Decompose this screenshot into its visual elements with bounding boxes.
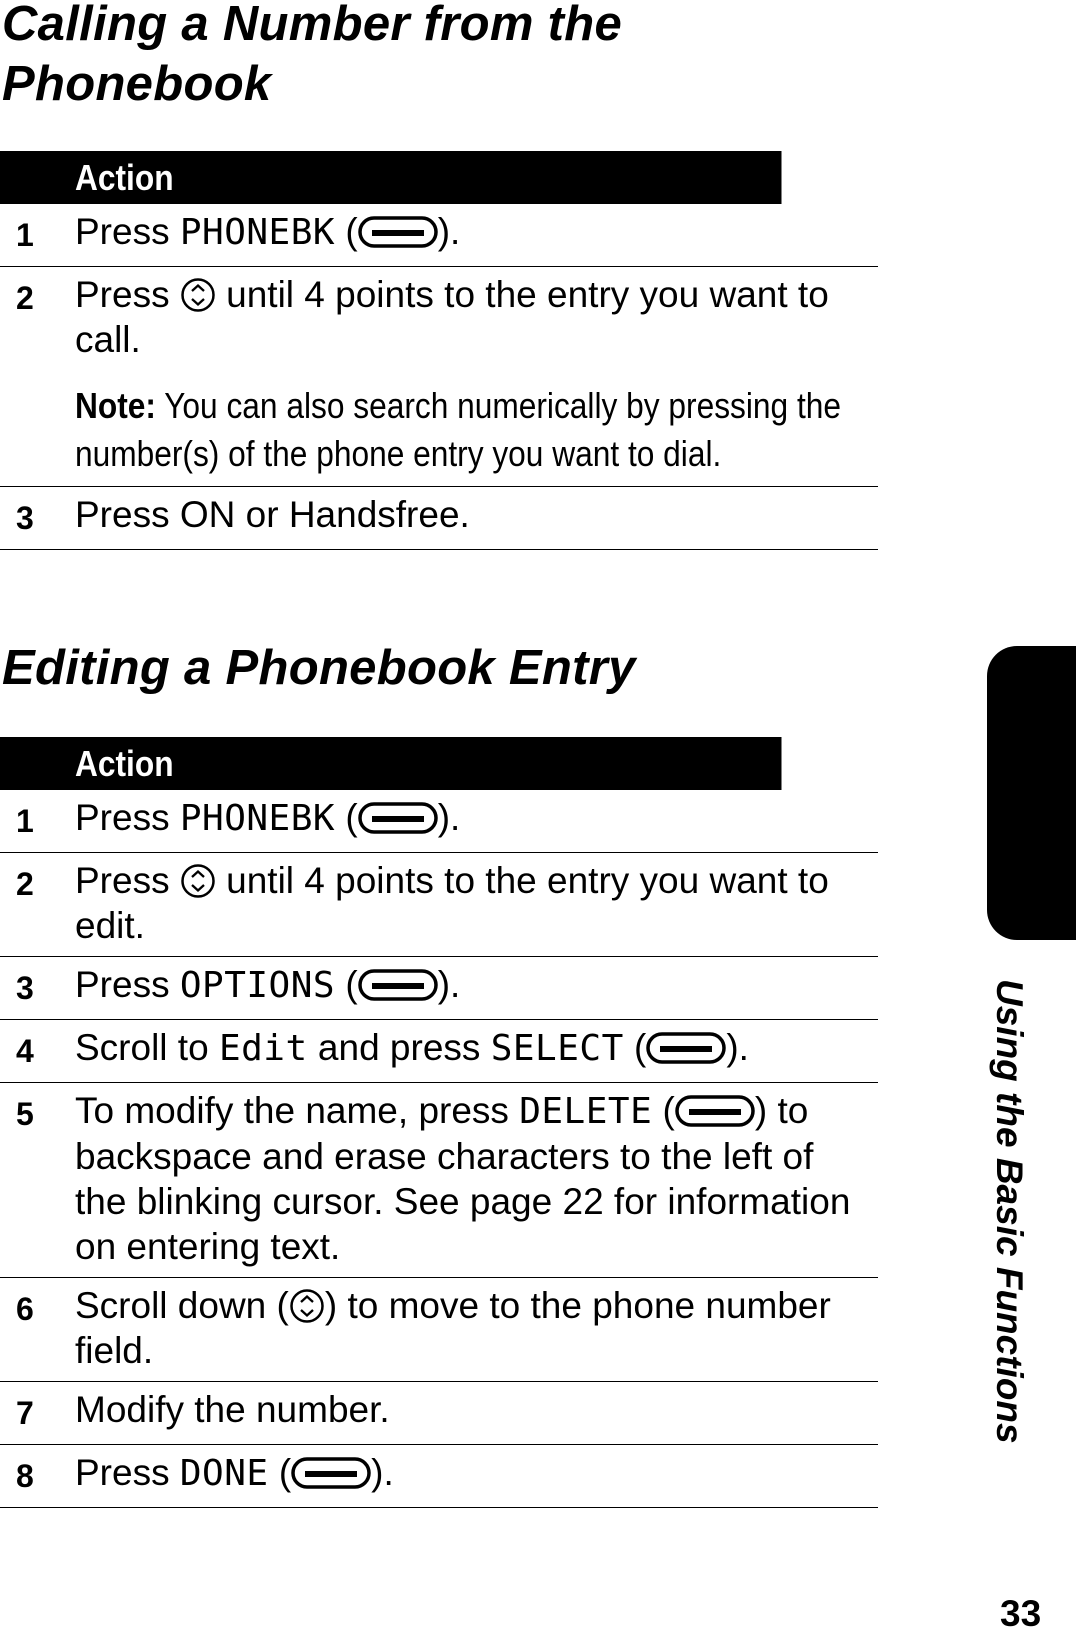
chapter-title-vertical: Using the Basic Functions <box>989 979 1030 1444</box>
step-number: 1 <box>0 790 75 853</box>
step-number: 2 <box>0 853 75 957</box>
step-text: Press PHONEBK ( ). <box>75 204 878 267</box>
action-table-editing <box>0 737 878 1508</box>
lcd-label: DONE <box>179 1453 269 1494</box>
step-number: 1 <box>0 204 75 267</box>
step-text: Modify the number. <box>75 1382 878 1445</box>
step-text: Press until 4 points to the entry you want to call. Note: You can also search numerically by pressing the number(s) of the phone entry you want to dial. <box>75 267 878 487</box>
step-text: Press until 4 points to the entry you want to edit. <box>75 853 878 957</box>
step-text: Press ON or Handsfree. <box>75 487 878 550</box>
step-number: 8 <box>0 1445 75 1508</box>
table-row <box>0 853 878 957</box>
action-header: Action <box>75 151 782 204</box>
lcd-label: SELECT <box>490 1028 624 1069</box>
action-table-calling <box>0 151 878 550</box>
table-row <box>0 1020 878 1083</box>
section-title-editing: Editing a Phonebook Entry <box>2 641 636 695</box>
table-row <box>0 487 878 550</box>
table-header-row <box>0 151 878 204</box>
step-number: 4 <box>0 1020 75 1083</box>
step-text: Press OPTIONS ( ). <box>75 957 878 1020</box>
lcd-label: PHONEBK <box>179 212 336 253</box>
scroll-key-icon <box>180 863 216 899</box>
step-text: Scroll to Edit and press SELECT ( ). <box>75 1020 878 1083</box>
step-number: 7 <box>0 1382 75 1445</box>
lcd-label: PHONEBK <box>179 798 336 839</box>
lcd-label: OPTIONS <box>179 965 336 1006</box>
table-row <box>0 1278 878 1382</box>
table-row <box>0 267 878 487</box>
action-header: Action <box>75 737 782 790</box>
scroll-key-icon <box>180 277 216 313</box>
table-row <box>0 957 878 1020</box>
lcd-label: Edit <box>218 1028 308 1069</box>
table-header-row <box>0 737 878 790</box>
page-number: 33 <box>1000 1593 1042 1634</box>
table-row <box>0 790 878 853</box>
soft-key-icon <box>358 801 438 835</box>
step-text: To modify the name, press DELETE ( ) to backspace and erase characters to the left of the blinking cursor. See page 22 for information on entering text. <box>75 1083 878 1278</box>
table-row <box>0 1382 878 1445</box>
lcd-label: DELETE <box>519 1091 653 1132</box>
section-title-calling: Calling a Number from the Phonebook <box>2 0 623 111</box>
table-row <box>0 204 878 267</box>
step-text: Press DONE ( ). <box>75 1445 878 1508</box>
soft-key-icon <box>358 215 438 249</box>
table-row <box>0 1083 878 1278</box>
note-label: Note: <box>75 385 156 426</box>
step-number: 5 <box>0 1083 75 1278</box>
scroll-key-icon <box>289 1288 325 1324</box>
soft-key-icon <box>675 1094 755 1128</box>
note-text: You can also search numerically by pressing the number(s) of the phone entry you want to dial. <box>75 385 841 474</box>
table-row <box>0 1445 878 1508</box>
soft-key-icon <box>646 1031 726 1065</box>
step-number: 6 <box>0 1278 75 1382</box>
note <box>75 382 847 478</box>
step-number: 3 <box>0 487 75 550</box>
step-text: Press PHONEBK ( ). <box>75 790 878 853</box>
soft-key-icon <box>358 968 438 1002</box>
chapter-tab <box>987 646 1076 940</box>
soft-key-icon <box>291 1456 371 1490</box>
step-number: 2 <box>0 267 75 487</box>
step-number: 3 <box>0 957 75 1020</box>
step-text: Scroll down ( ) to move to the phone number field. <box>75 1278 878 1382</box>
